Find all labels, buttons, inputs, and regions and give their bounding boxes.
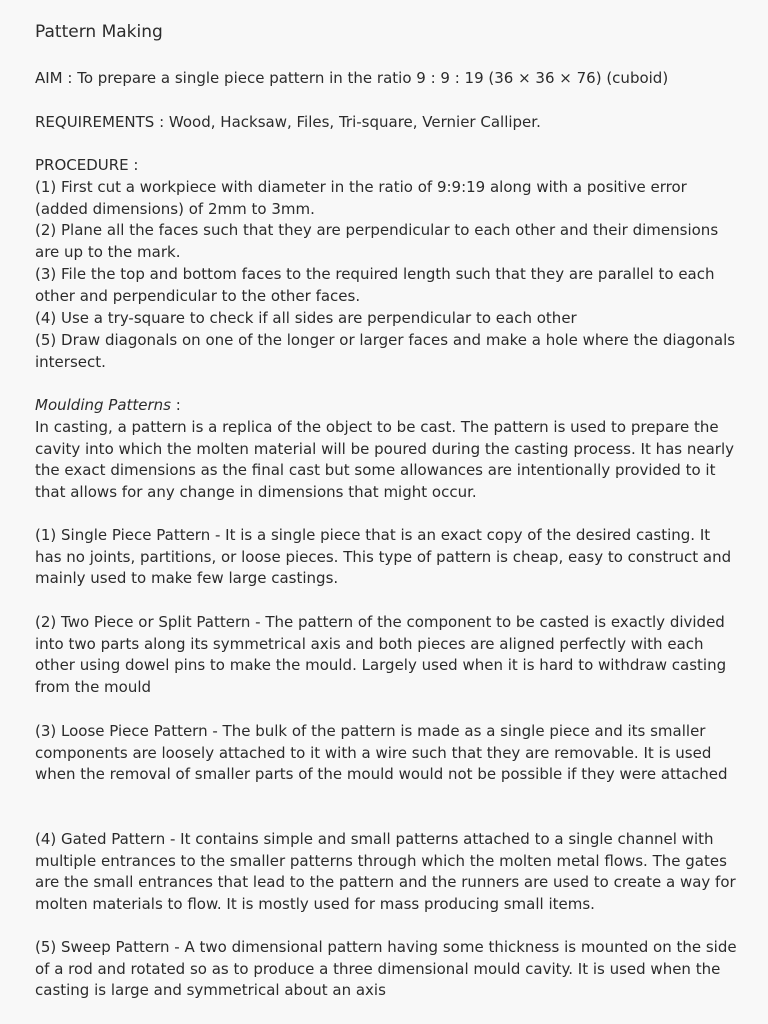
pattern-type-paragraph: (3) Loose Piece Pattern - The bulk of the pattern is made as a single piece and its smaller components are loosely attached to it with a wire such that they are removable. It is used when the removal of smaller parts of the mould would not be possible if they were attached xyxy=(35,722,728,784)
procedure-step: (3) File the top and bottom faces to the required length such that they are parallel to each other and perpendicular to the other faces. xyxy=(35,265,715,305)
pattern-type-paragraph: (5) Sweep Pattern - A two dimensional pattern having some thickness is mounted on the side of a rod and rotated so as to produce a three dimensional mould cavity. It is used when the casting is large and symmetrical about an axis xyxy=(35,938,737,1000)
moulding-intro: In casting, a pattern is a replica of the object to be cast. The pattern is used to prepare the cavity into which the molten material will be poured during the casting process. It has nearly the exact dimensions as the final cast but some allowances are intentionally provided to it that allows for any change in dimensions that might occur. xyxy=(35,418,735,502)
requirements-text: REQUIREMENTS : Wood, Hacksaw, Files, Tri-square, Vernier Calliper. xyxy=(35,113,541,131)
moulding-heading-line xyxy=(35,395,738,417)
procedure-heading: PROCEDURE : xyxy=(35,156,139,174)
pattern-type-paragraph: (4) Gated Pattern - It contains simple and small patterns attached to a single channel with multiple entrances to the smaller patterns through which the molten metal flows. The gates are the small entrances that lead to the pattern and the runners are used to create a way for molten materials to flow. It is mostly used for mass producing small items. xyxy=(35,830,736,914)
procedure-step: (2) Plane all the faces such that they are perpendicular to each other and their dimensions are up to the mark. xyxy=(35,221,719,261)
page-title: Pattern Making xyxy=(35,22,163,42)
pattern-type-paragraph: (1) Single Piece Pattern - It is a single piece that is an exact copy of the desired casting. It has no joints, partitions, or loose pieces. This type of pattern is cheap, easy to construct and mainly used to make few large castings. xyxy=(35,526,732,588)
moulding-heading-colon: : xyxy=(171,396,181,414)
aim-text: AIM : To prepare a single piece pattern in the ratio 9 : 9 : 19 (36 × 36 × 76) (cuboid) xyxy=(35,69,669,87)
procedure-step: (4) Use a try-square to check if all sides are perpendicular to each other xyxy=(35,309,577,327)
moulding-heading: Moulding Patterns xyxy=(35,396,171,414)
procedure-step: (1) First cut a workpiece with diameter in the ratio of 9:9:19 along with a positive error (added dimensions) of 2mm to 3mm. xyxy=(35,178,687,218)
pattern-type-paragraph: (2) Two Piece or Split Pattern - The pattern of the component to be casted is exactly divided into two parts along its symmetrical axis and both pieces are aligned perfectly with each other using dowel pins to make the mould. Largely used when it is hard to withdraw casting from the mould xyxy=(35,613,727,697)
procedure-step: (5) Draw diagonals on one of the longer or larger faces and make a hole where the diagonals intersect. xyxy=(35,331,736,371)
